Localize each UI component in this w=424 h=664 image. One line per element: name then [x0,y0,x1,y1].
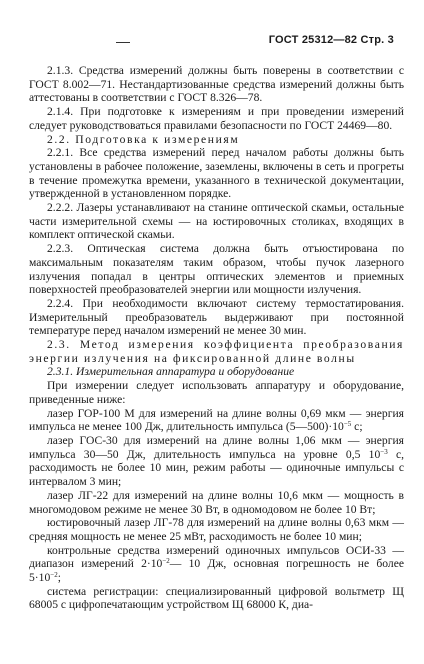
equipment-item-osi33-text-b: — 10 Дж, основная погрешность не более 5·10 [29,557,404,585]
clause-2-1-4: 2.1.4. При подготовке к измерениям и при проведении измерений следует руководствоваться правилами безопасности по ГОСТ 24469—80. [29,105,404,132]
equipment-item-osi33-text-a: контрольные средства измерений одиночных импульсов ОСИ-33 — диапазон измерений 2·10 [29,543,404,571]
section-2-2-heading: 2.2. Подготовка к измерениям [47,132,240,146]
clause-2-2-1: 2.2.1. Все средства измерений перед началом работы должны быть установлены в рабочее положение, заземлены, включены в сеть и прогреты в течение промежутка времени, указанного в технической документации, утвержденной в установленном порядке. [29,146,404,201]
equipment-item-gos30-rest: с, расходимость не более 10 мин, режим работы — одиночные импульсы с интервалом 3 мин; [29,447,404,489]
equipment-item-gor100m-text: лазер ГОР-100 М для измерений на длине волны 0,69 мкм — энергия импульса не менее 100 Дж, длительность импульса (5—500)·10 [29,406,404,434]
equipment-item-gos30 [29,434,404,489]
page-header-doc-ref: ГОСТ 25312—82 Стр. 3 [268,34,394,46]
header-dash [116,42,130,43]
equipment-item-gor100m-unit: с; [351,420,363,434]
equipment-item-lg78: юстировочный лазер ЛГ-78 для измерений на длине волны 0,63 мкм — средняя мощность не менее 25 мВт, расходимость не более 10 мин; [29,516,404,543]
page-header [0,34,424,50]
clause-2-2-4: 2.2.4. При необходимости включают систему термостатирования. Измерительный преобразователь выдерживают при постоянной температуре перед началом измерений не менее 30 мин. [29,296,404,338]
clause-2-2-3: 2.2.3. Оптическая система должна быть отъюстирована по максимальным показателям таким образом, чтобы пучок лазерного излучения попадал в центры оптических элементов и приемных поверхностей преобразователей энергии или мощности излучения. [29,242,404,297]
equipment-item-osi33 [29,544,404,585]
equipment-item-gos30-exp: −3 [380,447,388,456]
equipment-item-osi33-text-c: ; [57,571,61,585]
equipment-item-osi33-exp-a: −2 [162,557,170,566]
clause-2-1-3: 2.1.3. Средства измерений должны быть поверены в соответствии с ГОСТ 8.002—71. Нестандартизованные средства измерений должны быть аттестованы в соответствии с ГОСТ 8.326—78. [29,64,404,105]
equipment-item-gor100m-exp: −5 [343,420,352,429]
clause-2-3-1-intro: При измерении следует использовать аппаратуру и оборудование, приведенные ниже: [29,379,404,406]
equipment-item-osi33-exp-b: −2 [50,571,58,580]
equipment-item-lg22: лазер ЛГ-22 для измерений на длине волны 10,6 мкм — мощность в многомодовом режиме не менее 30 Вт, в одномодовом не более 10 Вт; [29,488,404,516]
clause-2-3-1-heading: 2.3.1. Измерительная аппаратура и оборудование [47,365,295,379]
clause-2-2-2: 2.2.2. Лазеры устанавливают на станине оптической скамьи, остальные части измерительной схемы — на юстировочных столиках, входящих в комплект оптической скамьи. [29,201,404,242]
section-2-3-heading: 2.3. Метод измерения коэффициента преобразования энергии излучения на фиксированной длине волны [29,338,404,365]
equipment-item-registration: система регистрации: специализированный цифровой вольтметр Щ 68005 с цифропечатающим устройством Щ 68000 К, диа- [29,584,404,612]
equipment-item-gos30-text: лазер ГОС-30 для измерений на длине волны 1,06 мкм — энергия импульса 30—50 Дж, длительность импульса на уровне 0,5 10 [29,433,404,461]
document-body [29,64,404,612]
equipment-item-gor100m [29,407,404,434]
